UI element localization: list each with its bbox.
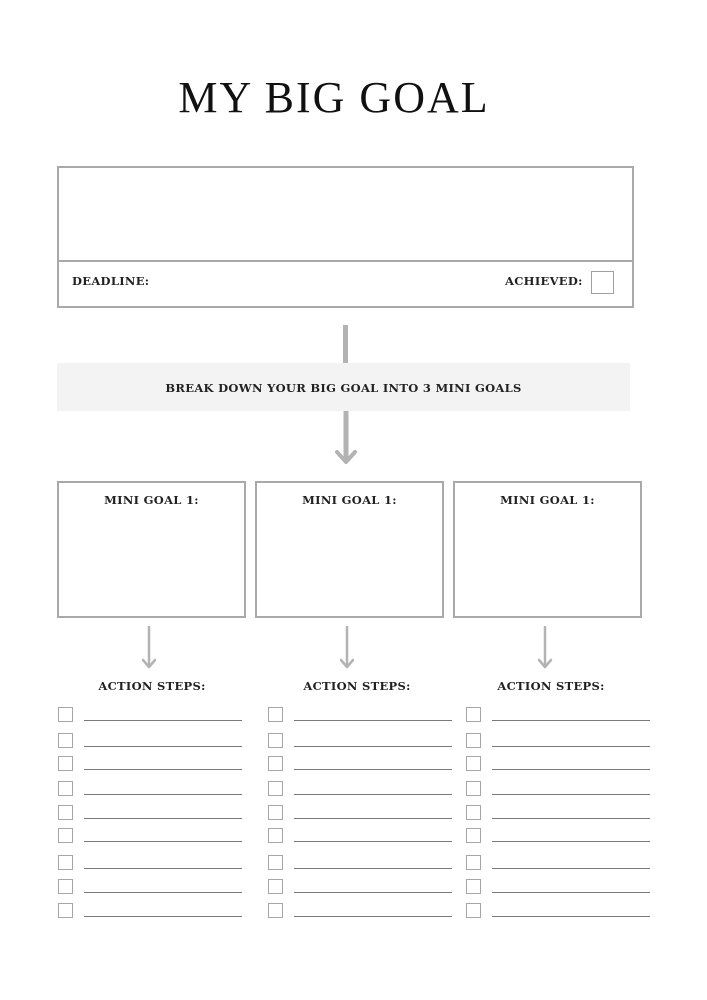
achieved-label: ACHIEVED:: [505, 274, 583, 288]
banner-text: BREAK DOWN YOUR BIG GOAL INTO 3 MINI GOALS: [165, 381, 522, 395]
action-step-checkbox[interactable]: [466, 707, 481, 722]
action-step-line[interactable]: [294, 794, 452, 795]
connector-line: [343, 325, 348, 363]
action-step-line[interactable]: [492, 818, 650, 819]
action-step-line[interactable]: [294, 868, 452, 869]
down-arrow-icon: [339, 626, 355, 670]
action-step-checkbox[interactable]: [268, 903, 283, 918]
action-step-line[interactable]: [84, 794, 242, 795]
action-step-checkbox[interactable]: [466, 828, 481, 843]
mini-goal-label: MINI GOAL 1:: [104, 493, 199, 507]
action-step-line[interactable]: [294, 720, 452, 721]
deadline-label: DEADLINE:: [72, 274, 150, 288]
achieved-checkbox[interactable]: [591, 271, 614, 294]
action-step-line[interactable]: [294, 892, 452, 893]
mini-goal-box-1[interactable]: [57, 481, 246, 618]
action-step-checkbox[interactable]: [268, 879, 283, 894]
action-step-checkbox[interactable]: [58, 828, 73, 843]
action-step-checkbox[interactable]: [268, 733, 283, 748]
action-step-checkbox[interactable]: [466, 733, 481, 748]
action-step-line[interactable]: [294, 769, 452, 770]
action-step-checkbox[interactable]: [268, 781, 283, 796]
mini-goal-label: MINI GOAL 1:: [500, 493, 595, 507]
action-steps-label: ACTION STEPS:: [497, 679, 605, 693]
action-step-line[interactable]: [84, 841, 242, 842]
action-step-line[interactable]: [294, 746, 452, 747]
big-goal-box: [57, 166, 634, 308]
action-step-checkbox[interactable]: [466, 756, 481, 771]
action-step-line[interactable]: [492, 746, 650, 747]
big-goal-writing-area[interactable]: [59, 168, 632, 262]
mini-goal-box-2[interactable]: [255, 481, 444, 618]
action-step-checkbox[interactable]: [58, 903, 73, 918]
action-step-line[interactable]: [492, 892, 650, 893]
action-step-checkbox[interactable]: [58, 707, 73, 722]
action-step-line[interactable]: [84, 720, 242, 721]
action-step-line[interactable]: [294, 916, 452, 917]
mini-goal-label: MINI GOAL 1:: [302, 493, 397, 507]
action-step-checkbox[interactable]: [466, 903, 481, 918]
action-step-checkbox[interactable]: [466, 781, 481, 796]
action-step-line[interactable]: [492, 868, 650, 869]
down-arrow-icon: [141, 626, 157, 670]
action-step-checkbox[interactable]: [268, 805, 283, 820]
action-step-line[interactable]: [84, 892, 242, 893]
action-step-checkbox[interactable]: [58, 781, 73, 796]
action-steps-label: ACTION STEPS:: [98, 679, 206, 693]
action-step-checkbox[interactable]: [58, 733, 73, 748]
action-step-checkbox[interactable]: [58, 805, 73, 820]
action-step-line[interactable]: [84, 868, 242, 869]
down-arrow-icon: [333, 411, 359, 465]
action-step-line[interactable]: [294, 818, 452, 819]
action-step-checkbox[interactable]: [268, 707, 283, 722]
action-step-line[interactable]: [492, 841, 650, 842]
action-step-checkbox[interactable]: [466, 805, 481, 820]
action-step-line[interactable]: [492, 916, 650, 917]
action-step-checkbox[interactable]: [58, 855, 73, 870]
action-step-line[interactable]: [84, 916, 242, 917]
action-step-line[interactable]: [492, 769, 650, 770]
action-step-checkbox[interactable]: [268, 855, 283, 870]
instruction-banner: [57, 363, 630, 411]
action-step-checkbox[interactable]: [58, 879, 73, 894]
page-title: MY BIG GOAL: [178, 73, 490, 122]
action-step-line[interactable]: [84, 769, 242, 770]
action-step-line[interactable]: [84, 818, 242, 819]
action-step-checkbox[interactable]: [268, 828, 283, 843]
action-steps-label: ACTION STEPS:: [303, 679, 411, 693]
down-arrow-icon: [537, 626, 553, 670]
action-step-checkbox[interactable]: [466, 879, 481, 894]
action-step-line[interactable]: [84, 746, 242, 747]
action-step-checkbox[interactable]: [58, 756, 73, 771]
action-step-checkbox[interactable]: [466, 855, 481, 870]
action-step-checkbox[interactable]: [268, 756, 283, 771]
mini-goal-box-3[interactable]: [453, 481, 642, 618]
action-step-line[interactable]: [492, 720, 650, 721]
action-step-line[interactable]: [294, 841, 452, 842]
action-step-line[interactable]: [492, 794, 650, 795]
